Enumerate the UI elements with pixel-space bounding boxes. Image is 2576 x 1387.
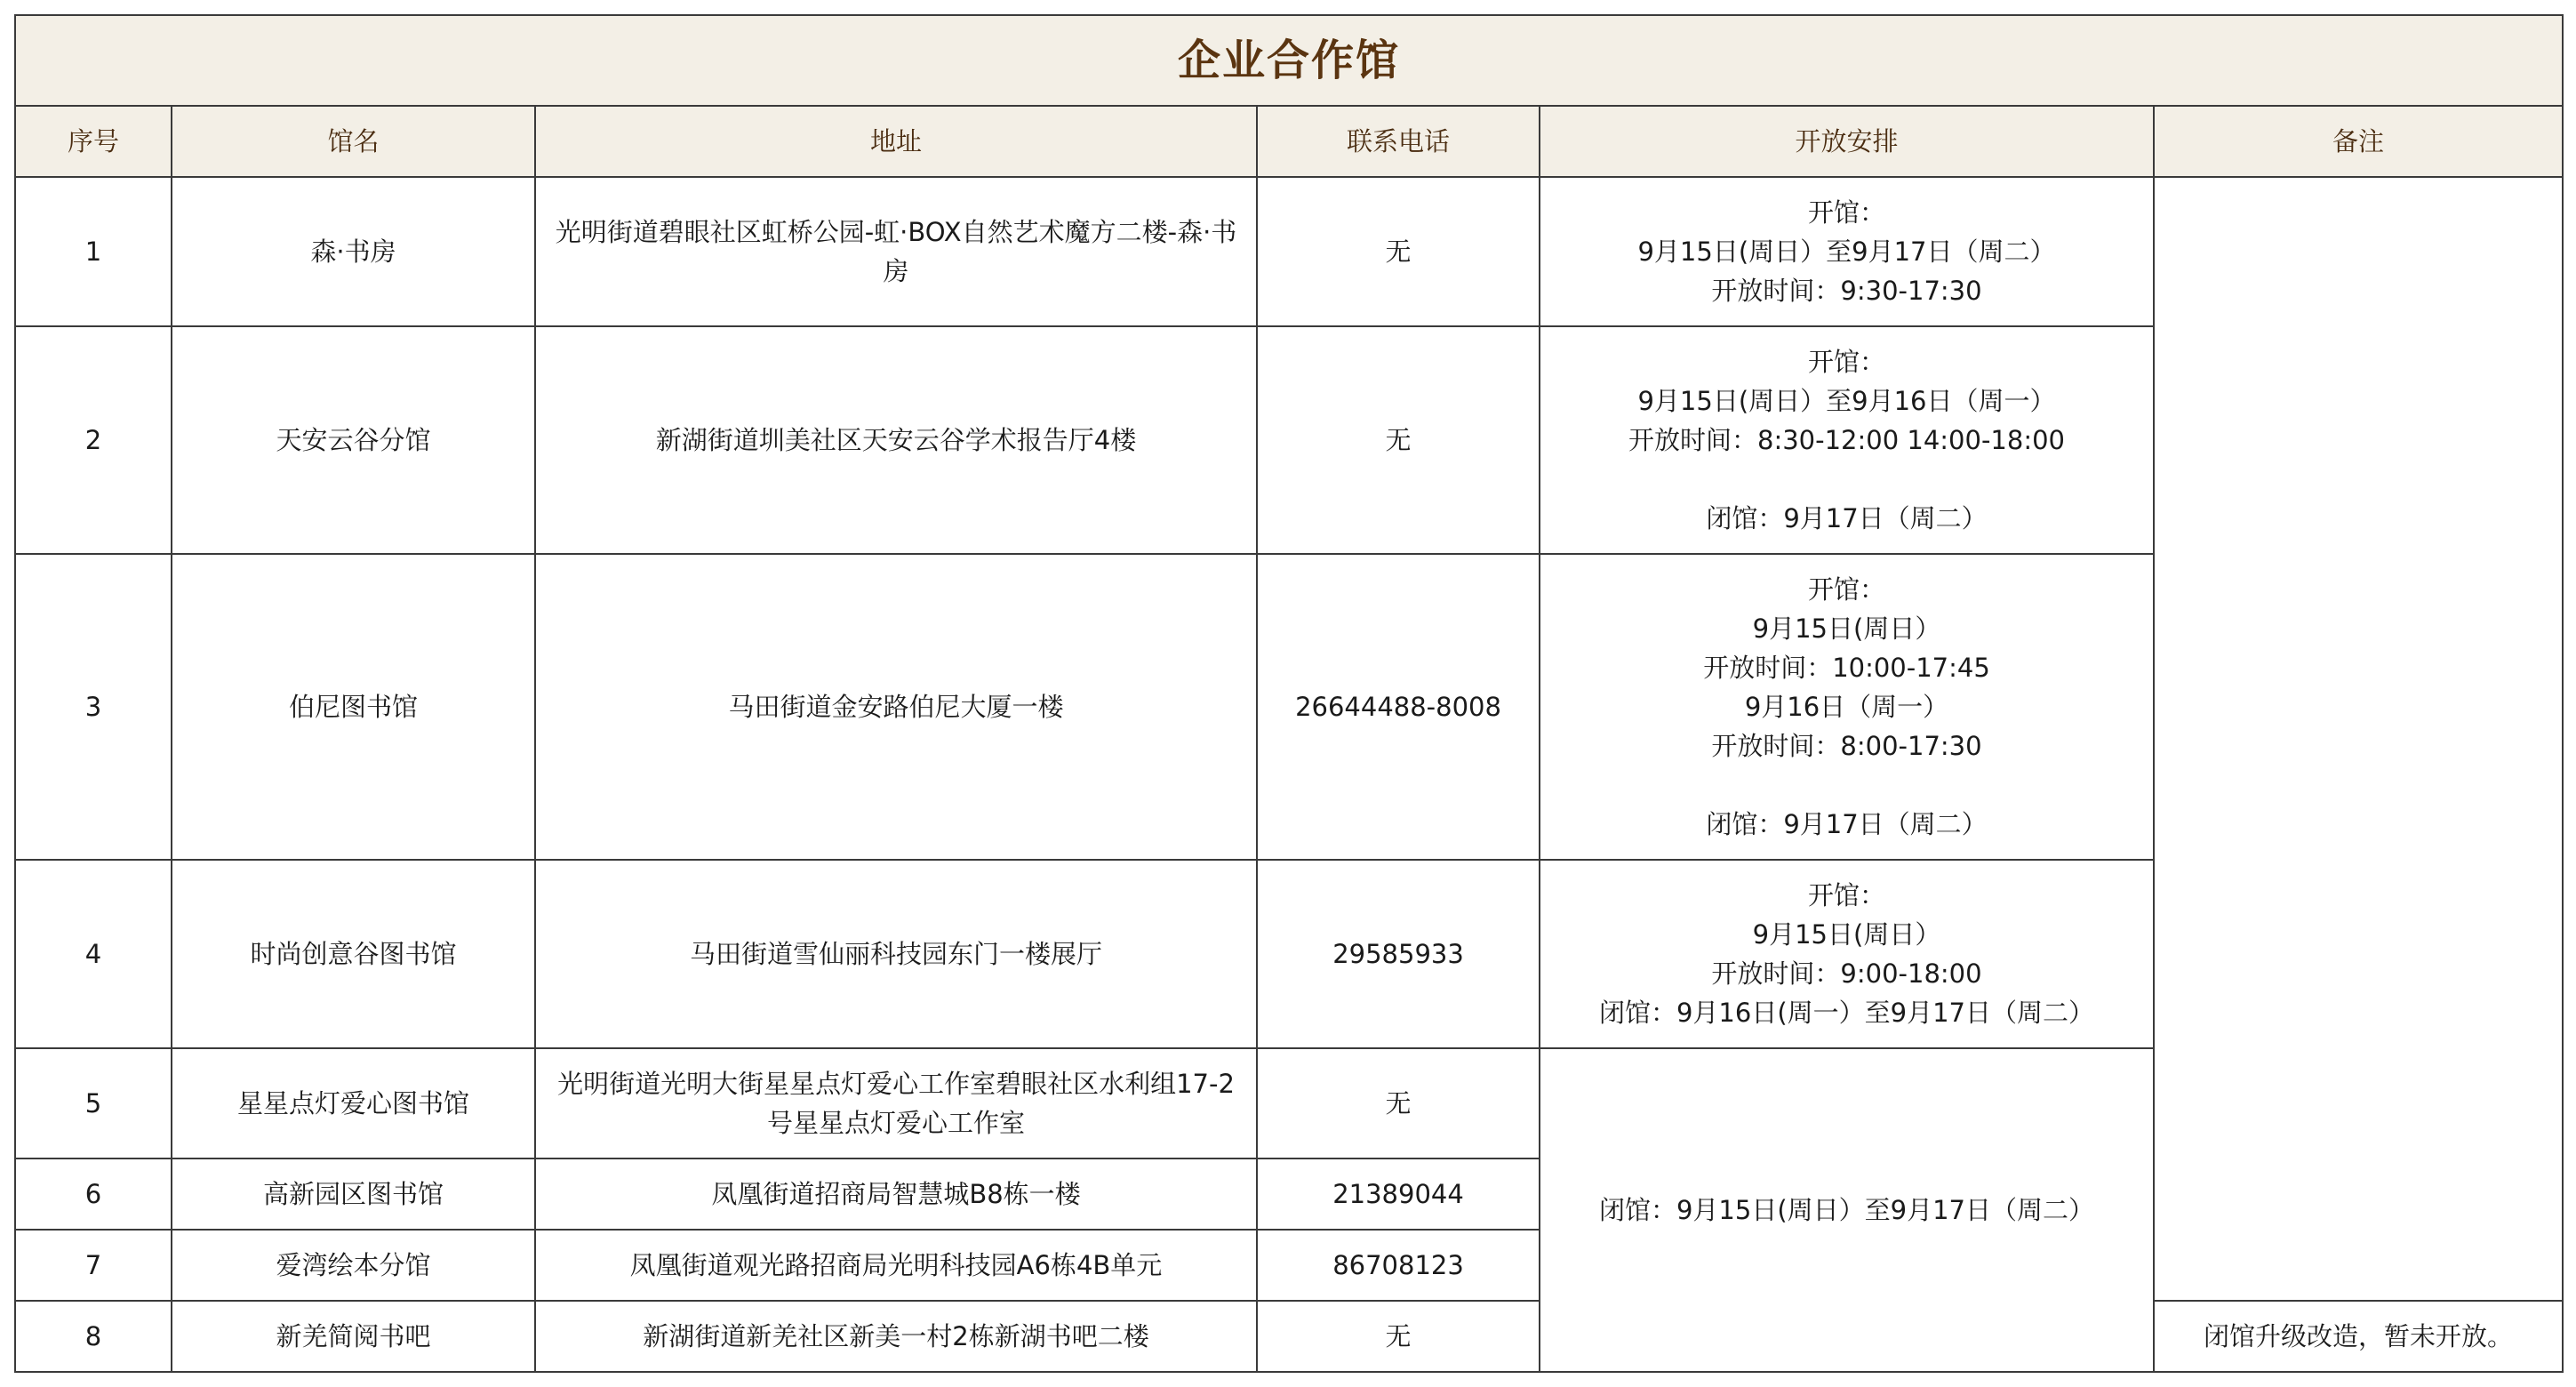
row-name: 天安云谷分馆 bbox=[172, 326, 535, 554]
row-address: 凤凰街道观光路招商局光明科技园A6栋4B单元 bbox=[535, 1230, 1257, 1301]
row-schedule: 开馆： 9月15日(周日）至9月16日（周一） 开放时间：8:30-12:00 14:00-18:00 闭馆：9月17日（周二） bbox=[1540, 326, 2154, 554]
row-phone: 86708123 bbox=[1257, 1230, 1540, 1301]
row-phone: 无 bbox=[1257, 1048, 1540, 1159]
header-phone: 联系电话 bbox=[1257, 106, 1540, 177]
row-name: 伯尼图书馆 bbox=[172, 554, 535, 860]
row-phone: 29585933 bbox=[1257, 860, 1540, 1048]
row-phone: 26644488-8008 bbox=[1257, 554, 1540, 860]
row-name: 爱湾绘本分馆 bbox=[172, 1230, 535, 1301]
row-seq: 5 bbox=[15, 1048, 172, 1159]
row-name: 森·书房 bbox=[172, 177, 535, 326]
header-name: 馆名 bbox=[172, 106, 535, 177]
row-phone: 21389044 bbox=[1257, 1159, 1540, 1230]
row-phone: 无 bbox=[1257, 326, 1540, 554]
row-name: 时尚创意谷图书馆 bbox=[172, 860, 535, 1048]
row-name: 星星点灯爱心图书馆 bbox=[172, 1048, 535, 1159]
row-remark: 闭馆升级改造，暂未开放。 bbox=[2154, 1301, 2563, 1372]
row-remark-empty bbox=[2154, 177, 2563, 1301]
row-name: 高新园区图书馆 bbox=[172, 1159, 535, 1230]
table-row bbox=[15, 1301, 2563, 1372]
row-schedule-merged: 闭馆：9月15日(周日）至9月17日（周二） bbox=[1540, 1048, 2154, 1372]
row-schedule: 开馆： 9月15日(周日）至9月17日（周二） 开放时间：9:30-17:30 bbox=[1540, 177, 2154, 326]
row-seq: 2 bbox=[15, 326, 172, 554]
header-schedule: 开放安排 bbox=[1540, 106, 2154, 177]
row-address: 马田街道金安路伯尼大厦一楼 bbox=[535, 554, 1257, 860]
row-address: 凤凰街道招商局智慧城B8栋一楼 bbox=[535, 1159, 1257, 1230]
row-address: 马田街道雪仙丽科技园东门一楼展厅 bbox=[535, 860, 1257, 1048]
row-address: 新湖街道新羌社区新美一村2栋新湖书吧二楼 bbox=[535, 1301, 1257, 1372]
row-seq: 4 bbox=[15, 860, 172, 1048]
row-address: 光明街道碧眼社区虹桥公园-虹·BOX自然艺术魔方二楼-森·书 房 bbox=[535, 177, 1257, 326]
row-schedule: 开馆： 9月15日(周日） 开放时间：9:00-18:00 闭馆：9月16日(周一）至9月17日（周二） bbox=[1540, 860, 2154, 1048]
row-seq: 3 bbox=[15, 554, 172, 860]
row-phone: 无 bbox=[1257, 177, 1540, 326]
row-seq: 8 bbox=[15, 1301, 172, 1372]
row-seq: 7 bbox=[15, 1230, 172, 1301]
row-phone: 无 bbox=[1257, 1301, 1540, 1372]
row-seq: 6 bbox=[15, 1159, 172, 1230]
header-seq: 序号 bbox=[15, 106, 172, 177]
row-address: 光明街道光明大街星星点灯爱心工作室碧眼社区水利组17-2 号星星点灯爱心工作室 bbox=[535, 1048, 1257, 1159]
row-schedule: 开馆： 9月15日(周日） 开放时间：10:00-17:45 9月16日（周一） 开放时间：8:00-17:30 闭馆：9月17日（周二） bbox=[1540, 554, 2154, 860]
row-name: 新羌简阅书吧 bbox=[172, 1301, 535, 1372]
header-address: 地址 bbox=[535, 106, 1257, 177]
table-row bbox=[15, 177, 2563, 326]
row-seq: 1 bbox=[15, 177, 172, 326]
header-remark: 备注 bbox=[2154, 106, 2563, 177]
library-table bbox=[14, 14, 2564, 1373]
row-address: 新湖街道圳美社区天安云谷学术报告厅4楼 bbox=[535, 326, 1257, 554]
table-title: 企业合作馆 bbox=[15, 15, 2563, 106]
